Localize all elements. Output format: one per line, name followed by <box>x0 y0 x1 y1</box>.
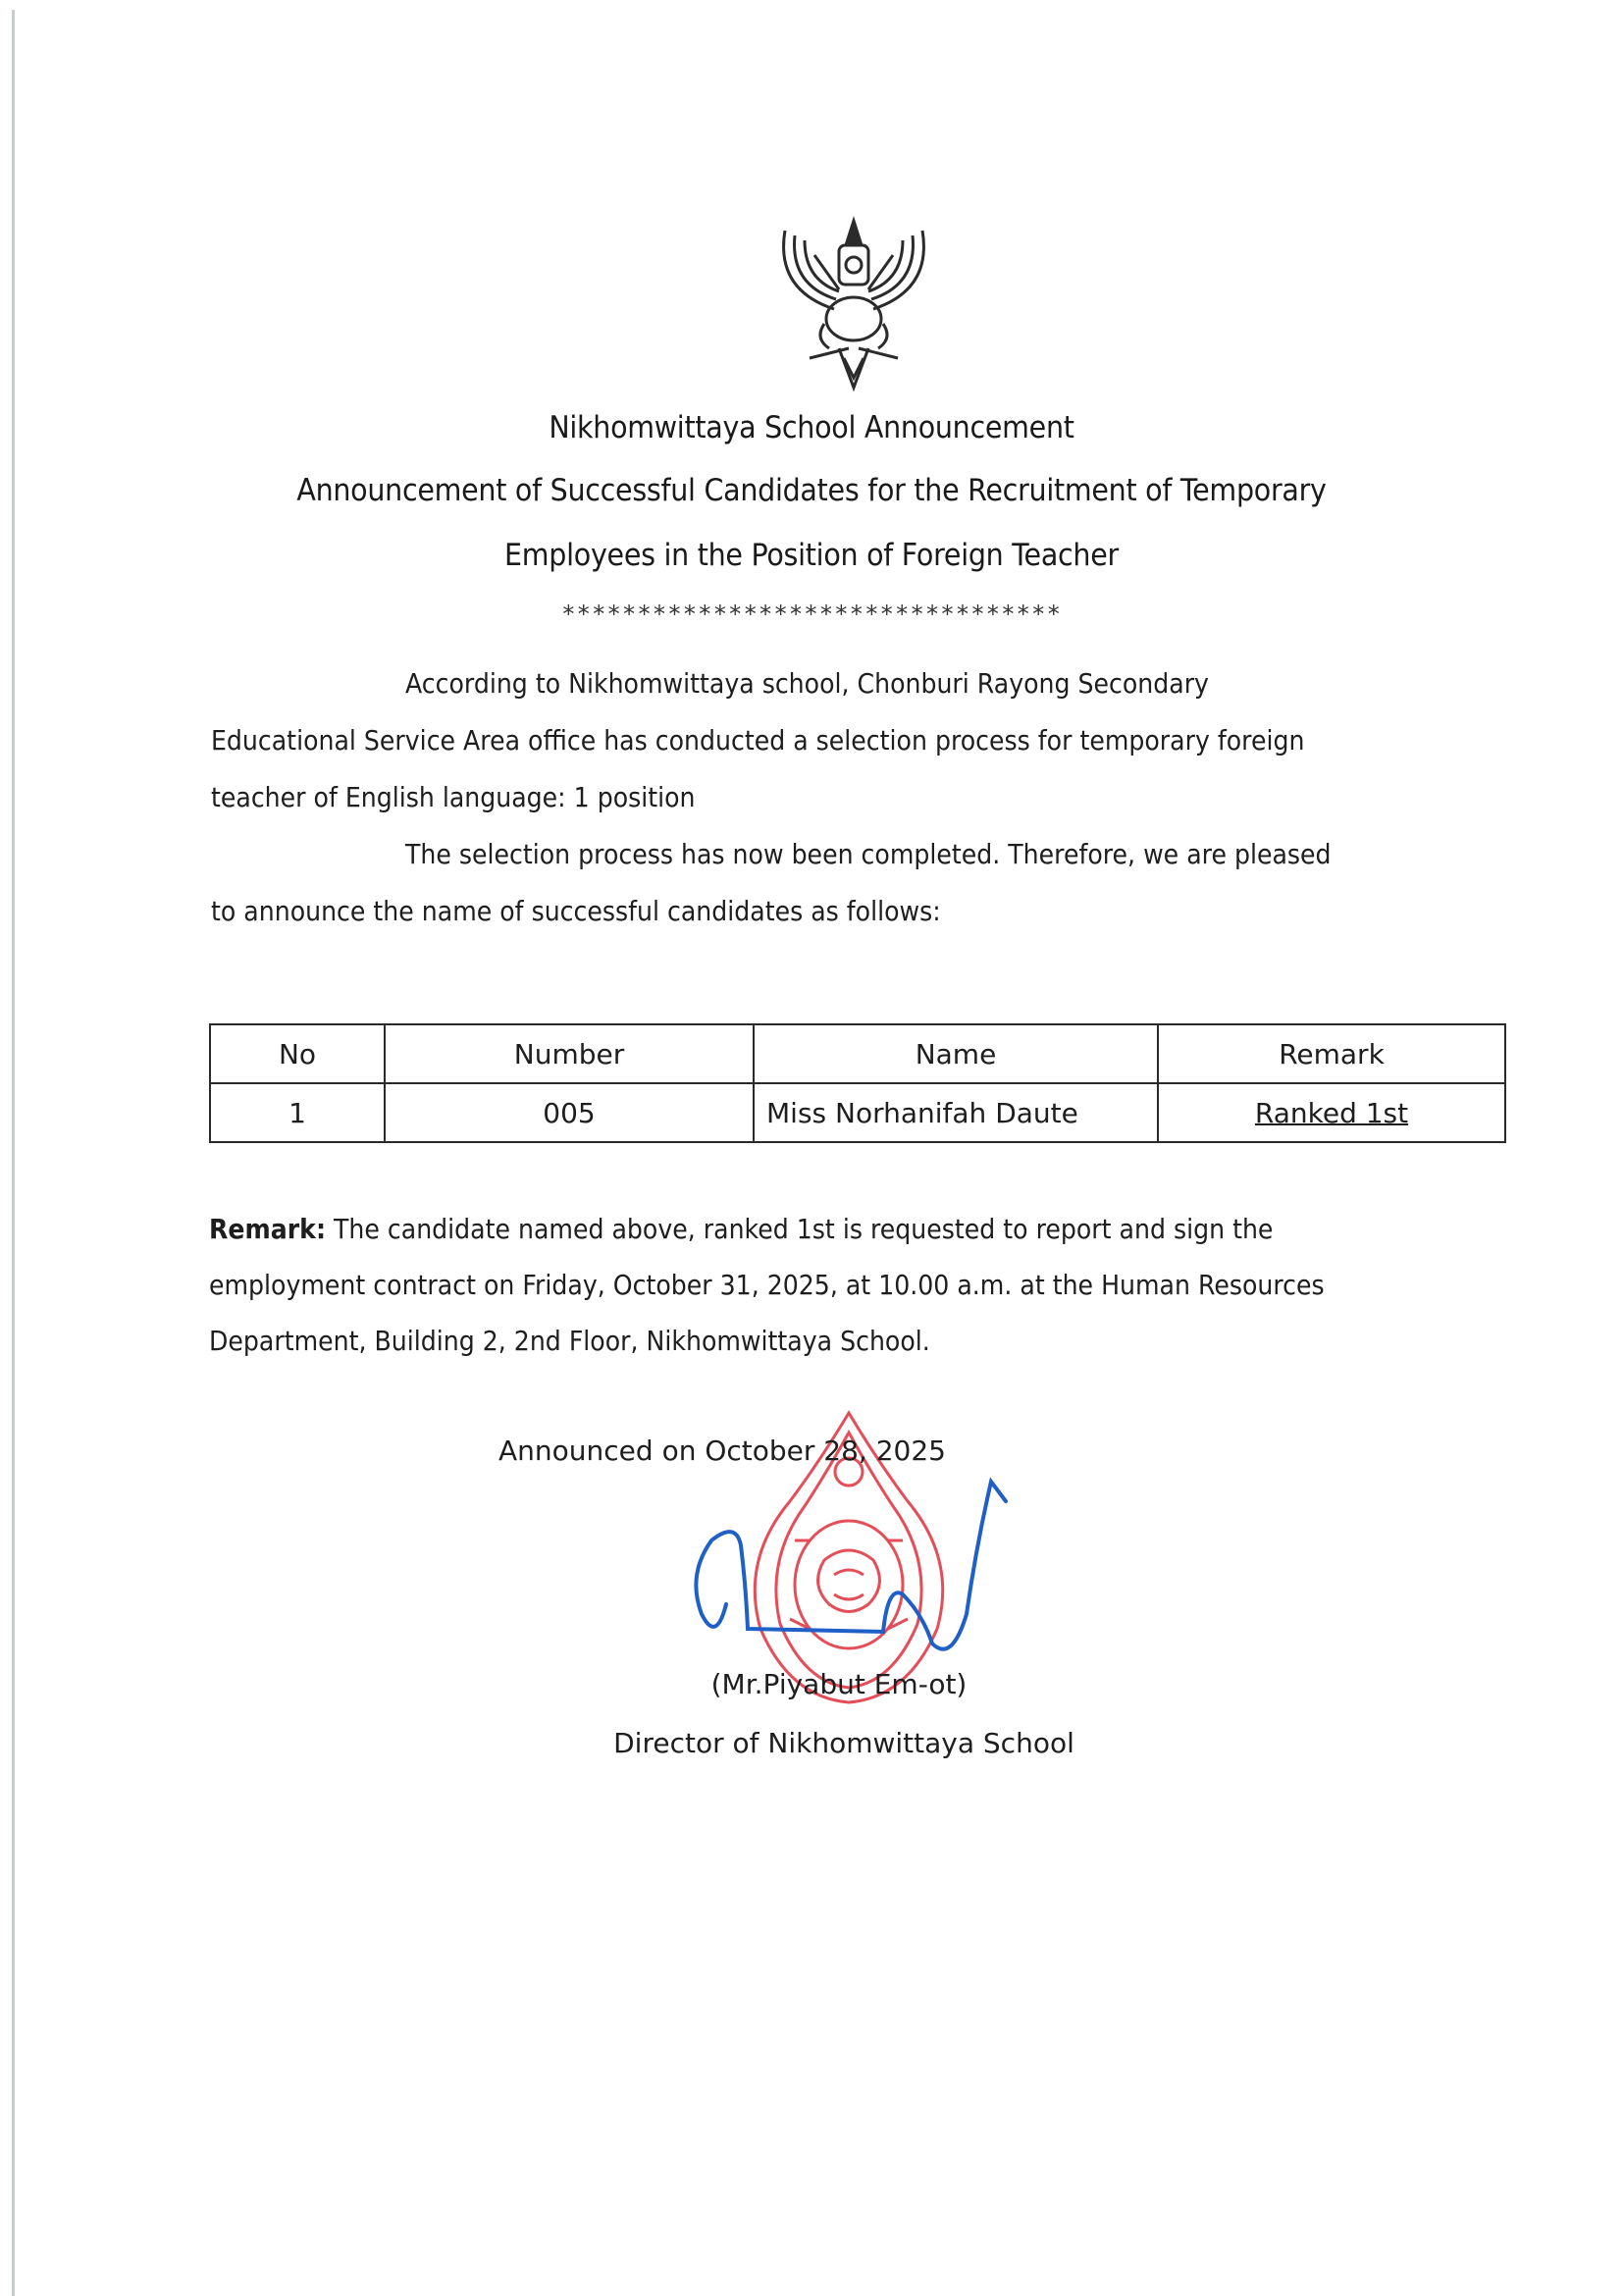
intro-paragraph <box>211 655 1350 826</box>
separator-asterisks: ********************************* <box>561 600 1062 628</box>
director-signature <box>677 1467 1030 1663</box>
results-table <box>209 1023 1506 1143</box>
announcement-date: Announced on October 28, 2025 <box>498 1435 946 1467</box>
ranked-label: Ranked 1st <box>1254 1096 1409 1129</box>
announcement-subtitle-line2: Employees in the Position of Foreign Teacher <box>504 538 1119 573</box>
column-header-number: Number <box>385 1024 754 1083</box>
completion-paragraph-text: The selection process has now been completed. Therefore, we are pleased to announce the name of successful candidates as follows: <box>211 838 1332 927</box>
completion-paragraph <box>211 826 1350 940</box>
column-header-remark: Remark <box>1158 1024 1505 1083</box>
cell-no: 1 <box>210 1083 385 1142</box>
remark-paragraph <box>209 1201 1401 1369</box>
intro-paragraph-text: According to Nikhomwittaya school, Chonburi Rayong Secondary Educational Service Area office has conducted a selection process for temporary foreign teacher of English language: 1 position <box>211 667 1305 813</box>
signer-name: (Mr.Piyabut Em-ot) <box>710 1668 968 1700</box>
scan-edge-line <box>12 10 15 2296</box>
page-title: Nikhomwittaya School Announcement <box>549 410 1074 445</box>
remark-text: The candidate named above, ranked 1st is requested to report and sign the employment contract on Friday, October 31, 2025, at 10.00 a.m. at the Human Resources Department, Building 2, 2nd Floor, Nikhomwittaya School. <box>209 1213 1325 1357</box>
cell-remark <box>1158 1083 1505 1142</box>
column-header-no: No <box>210 1024 385 1083</box>
signer-position: Director of Nikhomwittaya School <box>613 1727 1074 1759</box>
table-header-row <box>210 1024 1505 1083</box>
announcement-subtitle-line1: Announcement of Successful Candidates for the Recruitment of Temporary <box>296 473 1327 508</box>
garuda-emblem-icon <box>756 201 952 397</box>
cell-number: 005 <box>385 1083 754 1142</box>
table-row <box>210 1083 1505 1142</box>
remark-label: Remark: <box>209 1213 327 1245</box>
cell-name: Miss Norhanifah Daute <box>754 1083 1158 1142</box>
column-header-name: Name <box>754 1024 1158 1083</box>
